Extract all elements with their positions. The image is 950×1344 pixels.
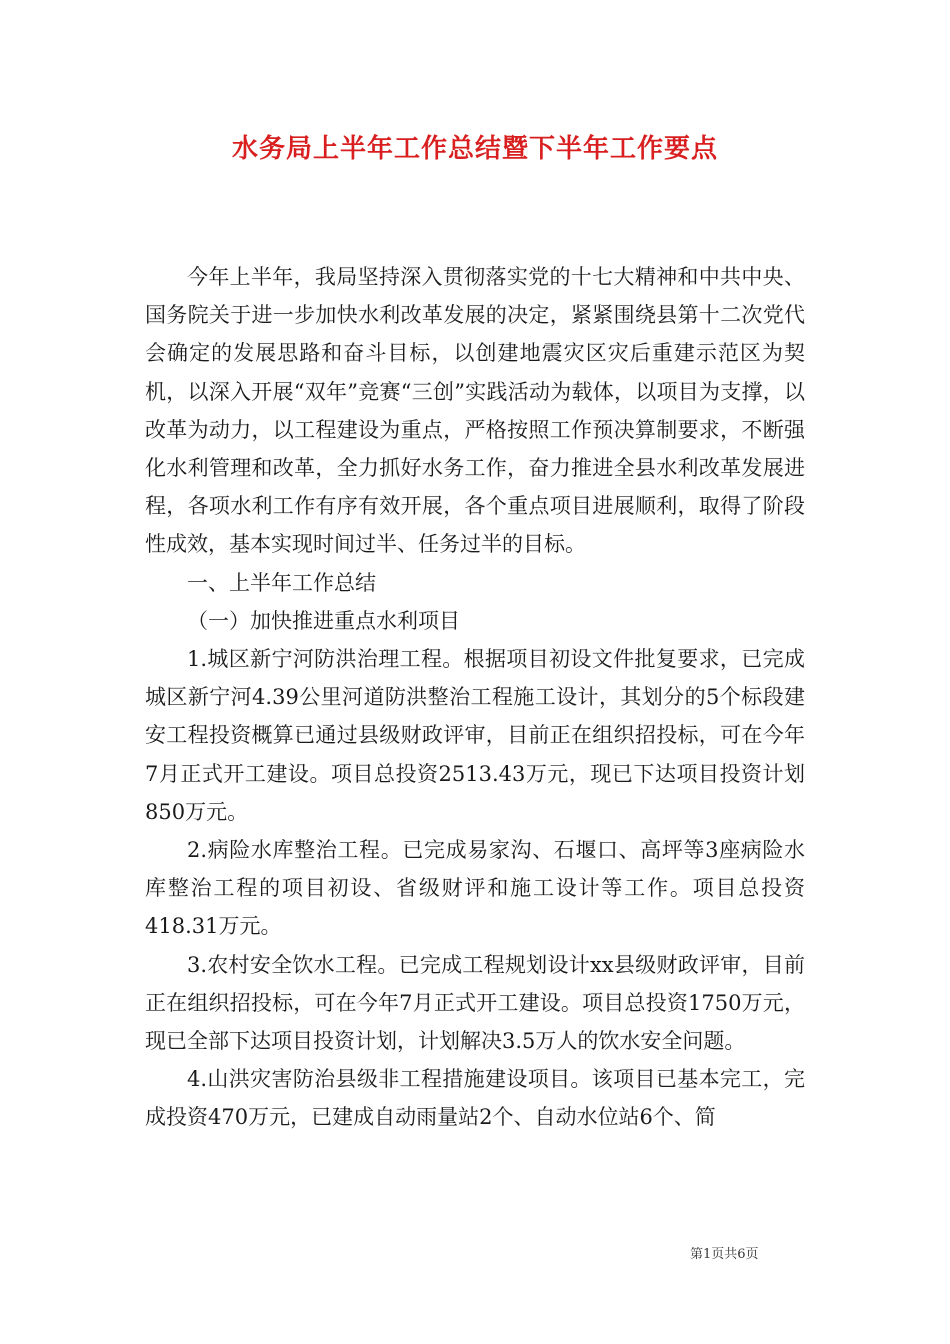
paragraph-intro: 今年上半年，我局坚持深入贯彻落实党的十七大精神和中共中央、国务院关于进一步加快水利改革发展的决定，紧紧围绕县第十二次党代会确定的发展思路和奋斗目标，以创建地震灾区灾后重建示范区为契机，以深入开展“双年”竞赛“三创”实践活动为载体，以项目为支撑，以改革为动力，以工程建设为重点，严格按照工作预决算制要求，不断强化水利管理和改革，全力抓好水务工作，奋力推进全县水利改革发展进程，各项水利工作有序有效开展，各个重点项目进展顺利，取得了阶段性成效，基本实现时间过半、任务过半的目标。 — [145, 265, 805, 557]
paragraph-item-3: 3.农村安全饮水工程。已完成工程规划设计xx县级财政评审，目前正在组织招投标，可在今年7月正式开工建设。项目总投资1750万元，现已全部下达项目投资计划，计划解决3.5万人的饮水安全问题。 — [145, 952, 805, 1054]
subsection-heading-1: （一）加快推进重点水利项目 — [187, 608, 460, 633]
document-title: 水务局上半年工作总结暨下半年工作要点 — [231, 134, 718, 164]
document-body — [145, 258, 805, 1137]
paragraph-item-4: 4.山洪灾害防治县级非工程措施建设项目。该项目已基本完工，完成投资470万元，已建成自动雨量站2个、自动水位站6个、简 — [145, 1067, 805, 1130]
section-heading-1: 一、上半年工作总结 — [187, 570, 376, 595]
page-number-footer: 第1页共6页 — [690, 1247, 759, 1262]
paragraph-item-1: 1.城区新宁河防洪治理工程。根据项目初设文件批复要求，已完成城区新宁河4.39公里河道防洪整治工程施工设计，其划分的5个标段建安工程投资概算已通过县级财政评审，目前正在组织招投标，可在今年7月正式开工建设。项目总投资2513.43万元，现已下达项目投资计划850万元。 — [145, 647, 805, 824]
paragraph-item-2: 2.病险水库整治工程。已完成易家沟、石堰口、高坪等3座病险水库整治工程的项目初设、省级财评和施工设计等工作。项目总投资418.31万元。 — [145, 838, 805, 939]
